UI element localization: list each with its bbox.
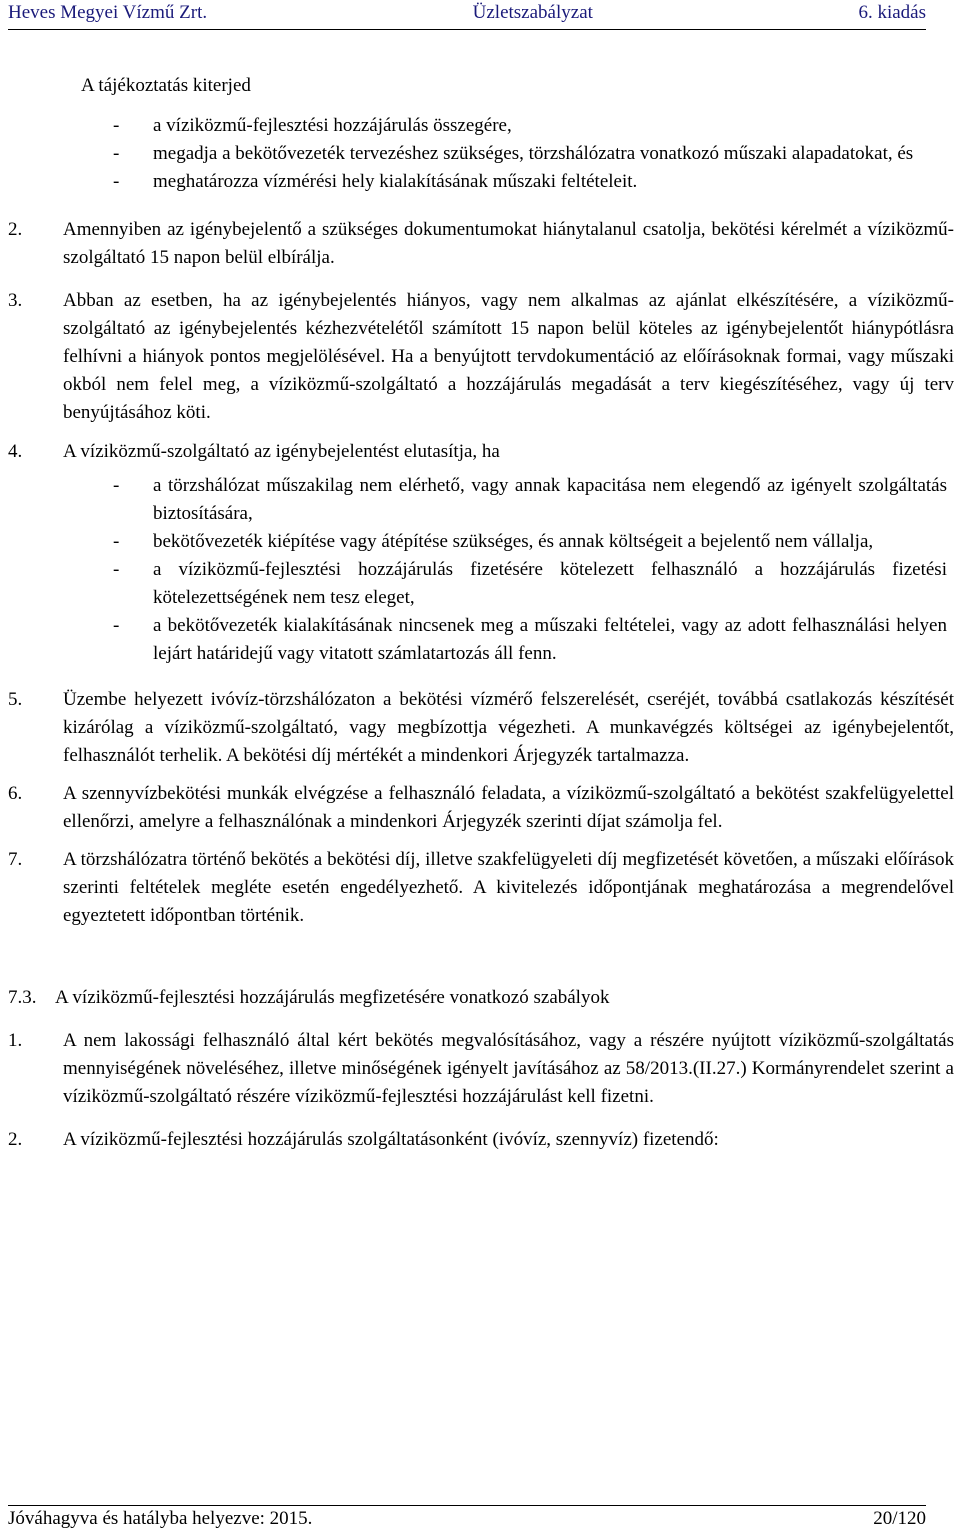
section-number: 7.3.: [8, 987, 37, 1008]
page-header: [8, 2, 926, 30]
list-item: - a víziközmű-fejlesztési hozzájárulás összegére,: [113, 115, 512, 136]
list-item: - a törzshálózat műszakilag nem elérhető, vagy annak kapacitása nem elegendő az igényelt szolgáltatás biztosítására,: [113, 475, 947, 524]
numbered-item-5: 5. Üzembe helyezett ivóvíz-törzshálózaton a bekötési vízmérő felszerelését, cseréjét, továbbá csatlakozás készítését kizárólag a víziközmű-szolgáltató, vagy megbízottja végezheti. A munkavégzés költségei az igénybejelentőt, felhasználót terhelik. A bekötési díj mértékét a mindenkori Árjegyzék tartalmazza.: [8, 689, 954, 766]
info-list: [113, 112, 953, 196]
numbered-item-6: 6. A szennyvízbekötési munkák elvégzése a felhasználó feladata, a víziközmű-szolgáltató a bekötést szakfelügyelettel ellenőrzi, amelyre a felhasználónak a mindenkori Árjegyzék szerinti díjat számolja fel.: [8, 783, 954, 832]
header-document-title: Üzletszabályzat: [472, 2, 593, 23]
header-company: Heves Megyei Vízmű Zrt.: [8, 2, 208, 23]
numbered-item-4: 4. A víziközmű-szolgáltató az igénybejelentést elutasítja, ha: [8, 441, 500, 462]
rejection-list: [113, 472, 947, 668]
page-number: 20/120: [873, 1508, 926, 1529]
numbered-item-3: 3. Abban az esetben, ha az igénybejelentés hiányos, vagy nem alkalmas az ajánlat elkészítésére, a víziközmű-szolgáltató az igénybejelentés kézhezvételétől számított 15 napon belül köteles az igénybejelentőt hiánypótlásra felhívni a hiányok pontos megjelölésével. Ha a benyújtott tervdokumentáció az előírásoknak formai, vagy műszaki okból nem felel meg, a víziközmű-szolgáltató a hozzájárulás megadását a terv kiegészítéséhez, vagy új terv benyújtásához köti.: [8, 290, 954, 423]
numbered-item-1: 1. A nem lakossági felhasználó által kért bekötés megvalósításához, vagy a részére nyújtott víziközmű-szolgáltatás mennyiségének növeléséhez, illetve minőségének igényelt javításához az 58/2013.(II.27.) Kormányrendelet szerint a víziközmű-szolgáltató részére víziközmű-fejlesztési hozzájárulást kell fizetni.: [8, 1030, 954, 1107]
section-title: A víziközmű-fejlesztési hozzájárulás megfizetésére vonatkozó szabályok: [55, 987, 610, 1008]
section-heading: [8, 984, 954, 1012]
list-item: - a víziközmű-fejlesztési hozzájárulás fizetésére kötelezett felhasználó a hozzájárulás fizetési kötelezettségének nem tesz eleget,: [113, 559, 947, 608]
numbered-item-2b: 2. A víziközmű-fejlesztési hozzájárulás szolgáltatásonként (ivóvíz, szennyvíz) fizetendő:: [8, 1129, 719, 1150]
page-footer: [8, 1508, 926, 1530]
header-edition: 6. kiadás: [858, 2, 926, 23]
list-item: - a bekötővezeték kialakításának nincsenek meg a műszaki feltételei, vagy az adott felhasználási helyen lejárt határidejű vagy vitatott számlatartozás áll fenn.: [113, 615, 947, 664]
numbered-item-2: 2. Amennyiben az igénybejelentő a szükséges dokumentumokat hiánytalanul csatolja, bekötési kérelmét a víziközmű-szolgáltató 15 napon belül elbírálja.: [8, 219, 954, 268]
list-item: - bekötővezeték kiépítése vagy átépítése szükséges, és annak költségeit a bejelentő nem vállalja,: [113, 531, 874, 552]
footer-approval: Jóváhagyva és hatályba helyezve: 2015.: [8, 1508, 313, 1529]
list-item: - meghatározza vízmérési hely kialakításának műszaki feltételeit.: [113, 171, 638, 192]
page-body: [8, 72, 954, 1154]
footer-rule: [8, 1505, 926, 1506]
list-item: - megadja a bekötővezeték tervezéshez szükséges, törzshálózatra vonatkozó műszaki alapadatokat, és: [113, 143, 914, 164]
header-rule: [8, 29, 926, 30]
intro-line: A tájékoztatás kiterjed: [81, 75, 251, 96]
numbered-item-7: 7. A törzshálózatra történő bekötés a bekötési díj, illetve szakfelügyeleti díj megfizetését követően, a műszaki előírások szerinti feltételek megléte esetén engedélyezhető. A kivitelezés időpontjának meghatározása a megrendelővel egyeztetett időpontban történik.: [8, 849, 954, 926]
